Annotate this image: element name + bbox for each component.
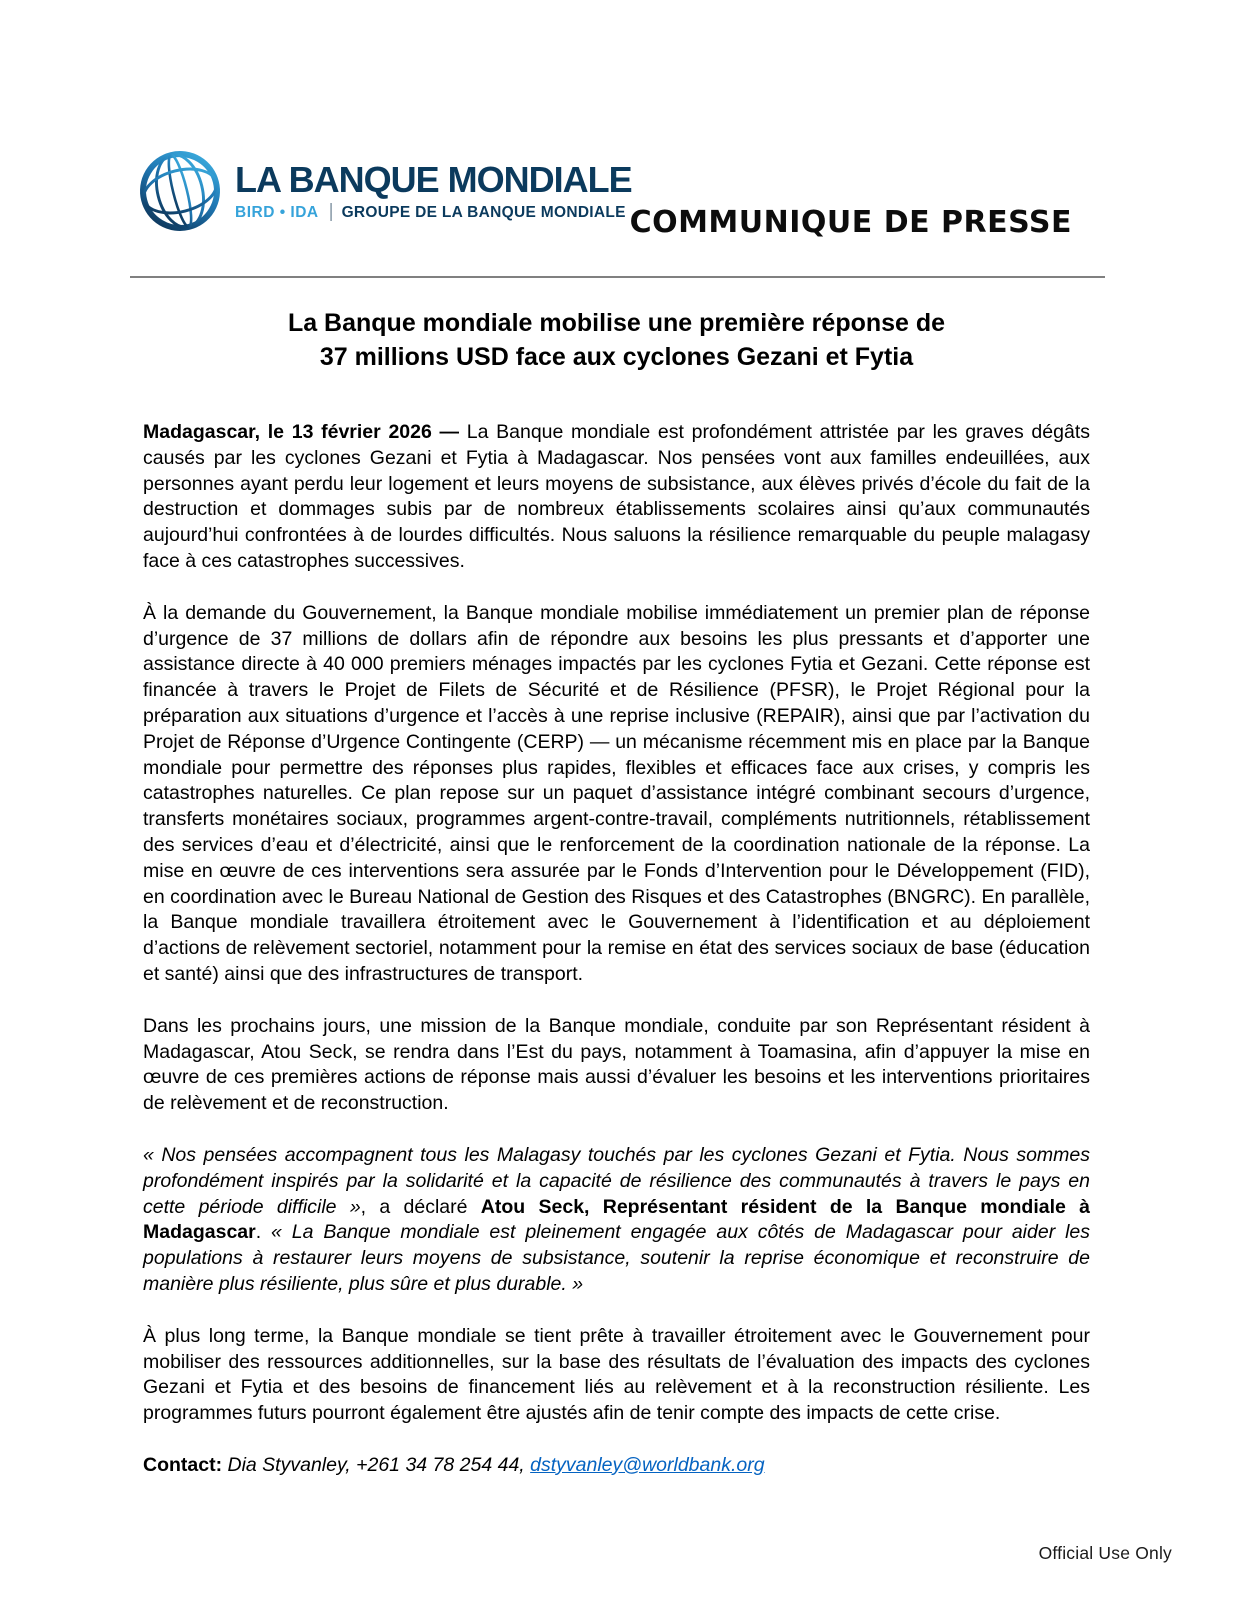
document-body — [143, 420, 1090, 1479]
quote-attribution-lead: , a déclaré — [360, 1195, 481, 1218]
classification-footer: Official Use Only — [1038, 1543, 1172, 1563]
paragraph-quote — [143, 1143, 1090, 1298]
quote-part2: « La Banque mondiale est pleinement engagée aux côtés de Madagascar pour aider les populations à restaurer leurs moyens de subsistance, soutenir la reprise économique et reconstruire de manière plus résiliente, plus sûre et plus durable. » — [143, 1221, 1090, 1295]
page-title-line2: 37 millions USD face aux cyclones Gezani et Fytia — [319, 343, 914, 371]
contact-label: Contact: — [143, 1453, 223, 1476]
paragraph-dateline — [143, 420, 1090, 575]
page-title — [143, 306, 1090, 374]
document-header — [137, 148, 1072, 248]
logo-group-name: GROUPE DE LA BANQUE MONDIALE — [341, 204, 626, 221]
logo-bird-ida: BIRD • IDA — [235, 204, 319, 221]
page-title-line1: La Banque mondiale mobilise une première réponse de — [287, 309, 946, 337]
contact-info: Dia Styvanley, +261 34 78 254 44, — [222, 1453, 531, 1476]
world-bank-globe-icon — [137, 148, 223, 234]
mission-text: Dans les prochains jours, une mission de la Banque mondiale, conduite par son Représentant résident à Madagascar, Atou Seck, se rendra dans l’Est du pays, notamment à Toamasina, afin d’appuyer la mise en œuvre de ces premières actions de réponse mais aussi d’évaluer les besoins et les interventions prioritaires de relèvement et de reconstruction. — [143, 1014, 1090, 1115]
paragraph-response-plan — [143, 601, 1090, 988]
contact-line — [143, 1453, 1090, 1479]
dateline-lead: Madagascar, le 13 février 2026 — — [143, 421, 460, 443]
logo-bank-name: LA BANQUE MONDIALE — [235, 159, 632, 200]
long-term-text: À plus long terme, la Banque mondiale se tient prête à travailler étroitement avec le Gouvernement pour mobiliser des ressources additionnelles, sur la base des résultats de l’évaluation des impacts des cyclones Gezani et Fytia et des besoins de financement liés au relèvement et à la reconstruction résiliente. Les programmes futurs pourront également être ajustés afin de tenir compte des impacts de cette crise. — [143, 1324, 1090, 1425]
paragraph-long-term — [143, 1324, 1090, 1427]
paragraph-mission — [143, 1014, 1090, 1117]
quote-part1: « Nos pensées accompagnent tous les Malagasy touchés par les cyclones Gezani et Fytia. Nous sommes profondément inspirés par la solidarité et la capacité de résilience des communautés à travers le pays en cette période difficile » — [143, 1143, 1090, 1218]
contact-email-link[interactable]: dstyvanley@worldbank.org — [530, 1453, 765, 1476]
logo-separator: | — [328, 201, 334, 222]
header-divider — [130, 276, 1105, 278]
quote-period: . — [255, 1221, 272, 1244]
press-release-label: COMMUNIQUE DE PRESSE — [629, 205, 1072, 240]
response-plan-text: À la demande du Gouvernement, la Banque mondiale mobilise immédiatement un premier plan de réponse d’urgence de 37 millions de dollars afin de répondre aux besoins les plus pressants et d’apporter une assistance directe à 40 000 premiers ménages impactés par les cyclones Fytia et Gezani. Cette réponse est financée à travers le Projet de Filets de Sécurité et de Résilience (PFSR), le Projet Régional pour la préparation aux situations d’urgence et l’accès à une reprise inclusive (REPAIR), ainsi que par l’activation du Projet de Réponse d’Urgence Contingente (CERP) — un mécanisme récemment mis en place par la Banque mondiale pour permettre des réponses plus rapides, flexibles et efficaces face aux crises, y compris les catastrophes naturelles. Ce plan repose sur un paquet d’assistance intégré combinant secours d’urgence, transferts monétaires sociaux, programmes argent-contre-travail, compléments nutritionnels, rétablissement des services d’eau et d’électricité, ainsi que le renforcement de la coordination nationale de la réponse. La mise en œuvre de ces interventions sera assurée par le Fonds d’Intervention pour le Développement (FID), en coordination avec le Bureau National de Gestion des Risques et des Catastrophes (BNGRC). En parallèle, la Banque mondiale travaillera étroitement avec le Gouvernement à l’identification et au déploiement d’actions de relèvement sectoriel, notamment pour la remise en état des services sociaux de base (éducation et santé) ainsi que des infrastructures de transport. — [143, 601, 1090, 985]
dateline-text: La Banque mondiale est profondément attristée par les graves dégâts causés par les cyclones Gezani et Fytia à Madagascar. Nos pensées vont aux familles endeuillées, aux personnes ayant perdu leur logement et leurs moyens de subsistance, aux élèves privés d’école du fait de la destruction et dommages subis par de nombreux établissements scolaires ainsi qu’aux communautés aujourd’hui confrontées à de lourdes difficultés. Nous saluons la résilience remarquable du peuple malagasy face à ces catastrophes successives. — [143, 421, 1090, 572]
logo-subtitle — [235, 202, 632, 224]
document-main — [143, 306, 1090, 1498]
logo-text — [235, 148, 632, 224]
quote-speaker: Atou Seck, Représentant résident de la Banque mondiale à Madagascar — [143, 1195, 1090, 1244]
